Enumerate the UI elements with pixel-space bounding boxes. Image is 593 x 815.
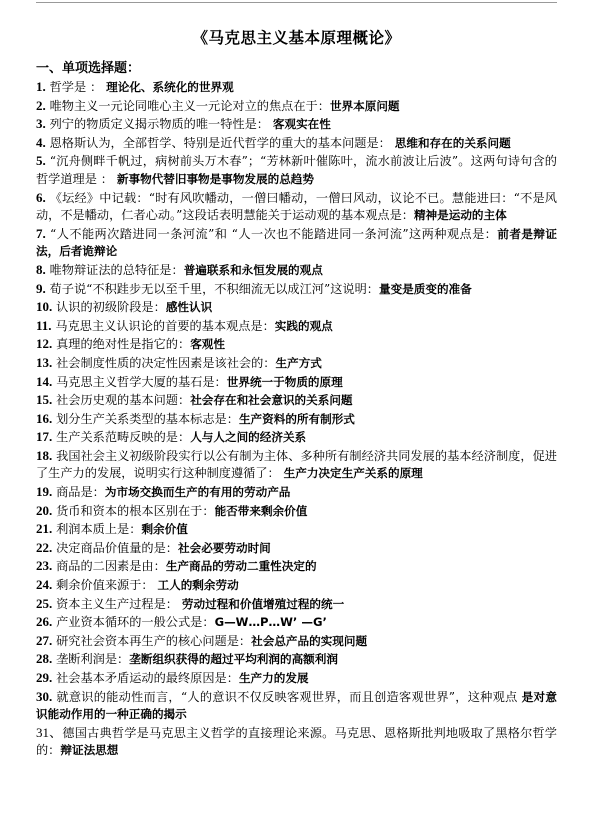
question-item (36, 724, 557, 760)
question-number: 21. (36, 521, 53, 537)
question-text: 资本主义生产过程是： (52, 596, 182, 611)
question-item (36, 688, 557, 724)
question-item (36, 373, 557, 392)
question-text: 社会基本矛盾运动的最终原因是： (52, 671, 239, 685)
answer-text: 社会存在和社会意识的关系问题 (190, 393, 353, 408)
top-rule (36, 2, 557, 3)
answer-text: 垄断组织获得的超过平均利润的高额利润 (129, 652, 338, 667)
question-item (36, 613, 557, 632)
question-number: 29. (36, 670, 53, 685)
question-text: 真理的绝对性是指它的： (52, 337, 191, 352)
question-number: 5. (36, 153, 46, 169)
question-text: 社会制度性质的决定性因素是该社会的： (52, 355, 276, 370)
answer-text: 新事物代替旧事物是事物发展的总趋势 (116, 171, 314, 186)
answer-text: 能否带来剩余价值 (214, 503, 308, 518)
question-text: 认识的初级阶段是： (52, 300, 166, 315)
question-number: 12. (36, 336, 53, 352)
question-number: 8. (36, 261, 46, 277)
question-item (36, 78, 557, 97)
question-text: 列宁的物质定义揭示物质的唯一特性是： (45, 117, 273, 132)
question-text: 我国社会主义初级阶段实行以公有制为主体、多种所有制经济共同发展的基本经济制度，促进了生产力的发展，说明实行这种制度遵循了： (36, 448, 557, 481)
question-text: 哲学是 ： (45, 80, 107, 94)
question-text: 荀子说“不积跬步无以至千里，不积细流无以成江河”这说明： (45, 281, 379, 296)
answer-text: 辩证法思想 (60, 743, 119, 758)
question-text: 生产关系范畴反映的是： (52, 430, 191, 445)
question-item (36, 317, 557, 336)
answer-text: 理论化、系统化的世界观 (106, 80, 234, 94)
question-number: 2. (36, 97, 46, 113)
question-item (36, 354, 557, 373)
answer-text: 实践的观点 (274, 318, 333, 333)
question-text: 货币和资本的根本区别在于： (52, 503, 215, 518)
answer-text: 世界本原问题 (329, 98, 400, 113)
question-text: 唯物辩证法的总特征是： (45, 262, 184, 277)
question-item (36, 428, 557, 447)
question-item (36, 189, 557, 225)
answer-text: 普遍联系和永恒发展的观点 (183, 262, 323, 277)
question-number: 14. (36, 373, 53, 389)
question-number: 19. (36, 484, 53, 500)
question-item (36, 335, 557, 354)
question-number: 13. (36, 354, 53, 370)
answer-text: 生产资料的所有制形式 (238, 411, 355, 426)
question-text: 划分生产关系类型的基本标志是： (52, 411, 239, 426)
question-text: 就意识的能动性而言，“人的意识不仅反映客观世界，而且创造客观世界”，这种观点 (52, 689, 522, 704)
answer-text: 前者是辩证法，后者诡辩论 (36, 226, 557, 259)
question-number: 3. (36, 116, 46, 132)
question-number: 15. (36, 392, 53, 408)
question-number: 26. (36, 614, 53, 630)
question-number: 7. (36, 225, 46, 241)
question-item (36, 152, 557, 188)
question-item (36, 595, 557, 614)
question-number: 23. (36, 558, 53, 574)
question-text: 马克思主义哲学大厦的基石是： (52, 374, 227, 389)
question-item (36, 391, 557, 410)
question-list (36, 78, 557, 760)
question-number: 17. (36, 429, 53, 445)
question-number: 22. (36, 539, 53, 555)
question-item (36, 447, 557, 483)
question-text: 社会历史观的基本问题： (52, 393, 191, 408)
question-number: 25. (36, 595, 53, 611)
question-item (36, 225, 557, 261)
question-item (36, 502, 557, 521)
question-number: 10. (36, 299, 53, 315)
question-item (36, 576, 557, 595)
question-item (36, 261, 557, 280)
question-text: “沉舟侧畔千帆过，病树前头万木春”；“芳林新叶催陈叶，流水前波让后波”。这两句诗句含的哲学道理是 ： (36, 154, 557, 186)
answer-text: 劳动过程和价值增殖过程的统一 (181, 596, 345, 611)
answer-text: 思维和存在的关系问题 (394, 135, 511, 150)
question-text: 研究社会资本再生产的核心问题是： (52, 633, 252, 648)
question-text: 剩余价值来源于： (52, 578, 158, 593)
question-text: 唯物主义一元论同唯心主义一元论对立的焦点在于： (45, 98, 330, 113)
question-text: “人不能两次踏进同一条河流”和 “人一次也不能踏进同一条河流”这两种观点是： (45, 226, 498, 241)
answer-text: 剩余价值 (141, 522, 188, 537)
answer-text: 量变是质变的准备 (378, 281, 472, 296)
answer-text: 社会必要劳动时间 (178, 540, 271, 555)
question-item (36, 115, 557, 134)
answer-text: 为市场交换而生产的有用的劳动产品 (104, 485, 291, 500)
question-text: 利润本质上是： (52, 522, 142, 537)
question-number: 16. (36, 410, 53, 426)
answer-text: 感性认识 (165, 300, 213, 315)
answer-text: 人与人之间的经济关系 (190, 430, 307, 445)
question-item (36, 650, 557, 669)
question-text: 垄断利润是： (52, 652, 130, 667)
question-number: 6. (36, 189, 46, 205)
question-item (36, 134, 557, 153)
question-text: 商品是： (52, 485, 105, 500)
question-number: 31、 (36, 724, 63, 740)
answer-text: 客观实在性 (272, 117, 331, 132)
answer-text: 生产方式 (275, 355, 322, 370)
answer-text: 生产商品的劳动二重性决定的 (165, 559, 317, 574)
question-number: 18. (36, 447, 53, 463)
question-item (36, 410, 557, 429)
question-item (36, 632, 557, 651)
question-number: 9. (36, 280, 46, 296)
question-item (36, 97, 557, 116)
section-heading: 一、单项选择题： (36, 61, 141, 76)
question-number: 24. (36, 577, 53, 593)
question-item (36, 669, 557, 688)
question-number: 11. (36, 317, 52, 333)
question-text: 商品的二因素是由： (52, 559, 166, 574)
question-text: 恩格斯认为，全部哲学、特别是近代哲学的重大的基本问题是： (45, 135, 395, 150)
question-number: 27. (36, 632, 53, 648)
question-number: 30. (36, 688, 53, 704)
question-number: 4. (36, 134, 46, 150)
question-item (36, 539, 557, 558)
question-number: 1. (36, 79, 46, 94)
document-title: 《马克思主义基本原理概论》 (192, 28, 401, 47)
answer-text: 是对意识能动作用的一种正确的揭示 (36, 689, 557, 722)
question-number: 20. (36, 502, 53, 518)
answer-text: 工人的剩余劳动 (157, 578, 239, 593)
question-text: 决定商品价值量的是： (52, 540, 178, 555)
answer-text: 生产力的发展 (238, 671, 309, 685)
question-item (36, 557, 557, 576)
question-number: 28. (36, 651, 53, 667)
question-text: 产业资本循环的一般公式是： (52, 615, 215, 630)
question-item (36, 483, 557, 502)
answer-text: 精神是运动的主体 (413, 208, 507, 223)
answer-text: 世界统一于物质的原理 (226, 374, 343, 389)
question-text: 马克思主义认识论的首要的基本观点是： (51, 318, 275, 333)
answer-text: 生产力决定生产关系的原理 (283, 466, 423, 481)
question-item (36, 520, 557, 539)
answer-text: 社会总产品的实现问题 (251, 633, 368, 648)
answer-text: G—W…P…W’ —G’ (214, 615, 327, 630)
question-item (36, 298, 557, 317)
question-item (36, 280, 557, 299)
answer-text: 客观性 (190, 337, 225, 352)
question-text: 德国古典哲学是马克思主义哲学的直接理论来源。马克思、恩格斯批判地吸取了黑格尔哲学的： (36, 725, 557, 758)
question-text: 《坛经》中记载：“时有风吹幡动，一僧曰幡动，一僧曰风动，议论不已。慧能进曰：“不是风动，不是幡动，仁者心动。”这段话表明慧能关于运动观的基本观点是： (36, 190, 557, 223)
